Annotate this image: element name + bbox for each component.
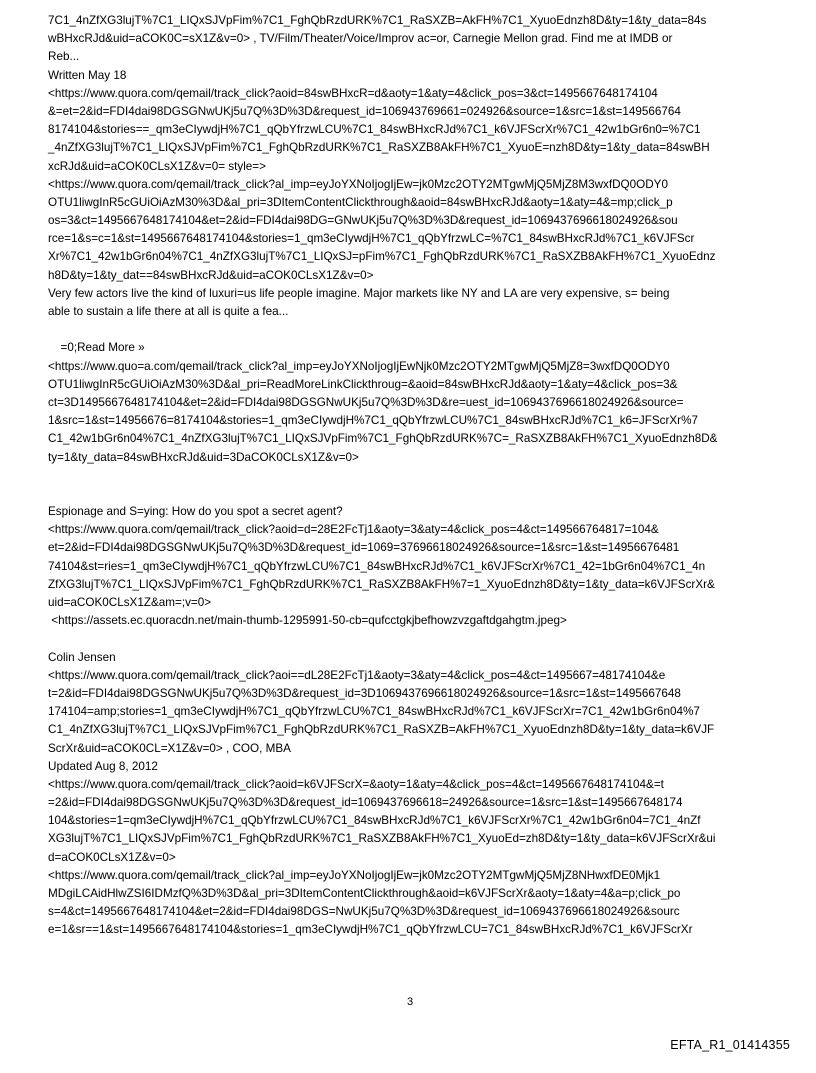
text-line: C1_42w1bGr6n04%7C1_4nZfXG3lujT%7C1_LIQxSJVpFim%7C1_FghQbRzdURK%7C=_RaSXZB8AkFH%7C1_XyuoEdnzh8D& <box>48 432 718 446</box>
spacer <box>48 485 774 503</box>
text-line: =0;Read More » <box>54 341 145 355</box>
text-line: _4nZfXG3lujT%7C1_LIQxSJVpFim%7C1_FghQbRzdURK%7C1_RaSXZB8AkFH%7C1_XyuoE=nzh8D&ty=1&ty_data=84swBH <box>48 141 710 155</box>
text-line: <https://www.quora.com/qemail/track_click?aoid=84swBHxcR=d&aoty=1&aty=4&click_pos=3&ct=1495667648174104 <box>48 86 658 100</box>
text-line: <https://www.quora.com/qemail/track_click?aoid=d=28E2FcTj1&aoty=3&aty=4&click_pos=4&ct=149566764817=104& <box>48 523 659 537</box>
text-line: <https://www.quo=a.com/qemail/track_click?al_imp=eyJoYXNoIjogIjEwNjk0Mzc2OTY2MTgwMjQ5MjZ8=3wxfDQ0ODY0 <box>48 359 670 373</box>
author-link-2 <box>48 667 774 758</box>
spacer <box>48 630 774 648</box>
question-title-2 <box>48 503 774 521</box>
text-line: 174104=amp;stories=1_qm3eCIywdjH%7C1_qQbYfrzwLCU%7C1_84swBHxcRJd%7C1_k6VJFScrXr=7C1_42w1bGr6n04%7 <box>48 705 700 719</box>
text-line: XG3lujT%7C1_LIQxSJVpFim%7C1_FghQbRzdURK%7C1_RaSXZB8AkFH%7C1_XyuoEd=zh8D&ty=1&ty_data=k6VJFScrXr&ui <box>48 832 716 846</box>
text-line: ct=3D1495667648174104&et=2&id=FDI4dai98DGSGNwUKj5u7Q%3D%3D&re=uest_id=1069437696618024926&source= <box>48 395 684 409</box>
text-line: 8174104&stories==_qm3eCIywdjH%7C1_qQbYfrzwLCU%7C1_84swBHxcRJd%7C1_k6VJFScrXr%7C1_42w1bGr6n0=%7C1 <box>48 123 701 137</box>
track-link-1 <box>48 85 774 176</box>
text-line: 104&stories=1=qm3eCIywdjH%7C1_qQbYfrzwLCU%7C1_84swBHxcRJd%7C1_k6VJFScrXr%7C1_42w1bGr6n04=7C1_4nZf <box>48 814 701 828</box>
text-line: OTU1liwgInR5cGUiOiAzM30%3D&al_pri=3DItemContentClickthrough&aoid=84swBHxcRJd&aoty=1&aty=4&=mp;click_p <box>48 195 673 209</box>
text-line: Updated Aug 8, 2012 <box>48 759 158 773</box>
text-line: os=3&ct=1495667648174104&et=2&id=FDI4dai98DG=GNwUKj5u7Q%3D%3D&request_id=1069437696618024926&sou <box>48 214 678 228</box>
track-link-2 <box>48 176 774 285</box>
document-body <box>48 12 774 940</box>
text-line: Reb... <box>48 50 80 64</box>
text-line: OTU1liwgInR5cGUiOiAzM30%3D&al_pri=ReadMoreLinkClickthroug=&aoid=84swBHxcRJd&aoty=1&aty=4&click_pos=3& <box>48 377 678 391</box>
written-date-1 <box>48 67 774 85</box>
text-line: h8D&ty=1&ty_dat==84swBHxcRJd&uid=aCOK0CLsX1Z&v=0> <box>48 268 374 282</box>
text-line: <https://www.quora.com/qemail/track_click?aoid=k6VJFScrX=&aoty=1&aty=4&click_pos=4&ct=1495667648174104&=t <box>48 777 664 791</box>
read-more-1 <box>48 339 774 357</box>
text-line: =2&id=FDI4dai98DGSGNwUKj5u7Q%3D%3D&request_id=1069437696618=24926&source=1&src=1&st=1495667648174 <box>48 796 683 810</box>
text-line: Written May 18 <box>48 68 127 82</box>
text-line: wBHxcRJd&uid=aCOK0C=sX1Z&v=0> , TV/Film/Theater/Voice/Improv ac=or, Carnegie Mellon grad. Find me at IMDB or <box>48 32 673 46</box>
text-line: e=1&sr==1&st=1495667648174104&stories=1_qm3eCIywdjH%7C1_qQbYfrzwLCU=7C1_84swBHxcRJd%7C1_k6VJFScrXr <box>48 923 693 937</box>
text-line: Very few actors live the kind of luxuri=us life people imagine. Major markets like NY and LA are very expensive, s= being <box>48 286 670 300</box>
text-line: 1&src=1&st=14956676=8174104&stories=1_qm3eCIywdjH%7C1_qQbYfrzwLCU%7C1_84swBHxcRJd%7C1_k6=JFScrXr%7 <box>48 414 698 428</box>
text-line: Espionage and S=ying: How do you spot a secret agent? <box>48 505 343 519</box>
text-line: rce=1&s=c=1&st=1495667648174104&stories=1_qm3eCIywdjH%7C1_qQbYfrzwLC=%7C1_84swBHxcRJd%7C1_k6VJFScr <box>48 232 695 246</box>
thumbnail-link-2 <box>48 612 774 630</box>
text-line: ZfXG3lujT%7C1_LIQxSJVpFim%7C1_FghQbRzdURK%7C1_RaSXZB8AkFH%7=1_XyuoEdnzh8D&ty=1&ty_data=k6VJFScrXr& <box>48 577 715 591</box>
text-line: <https://www.quora.com/qemail/track_click?al_imp=eyJoYXNoIjogIjEw=jk0Mzc2OTY2MTgwMjQ5MjZ8NHwxfDE0Mjk1 <box>48 868 661 882</box>
text-line: et=2&id=FDI4dai98DGSGNwUKj5u7Q%3D%3D&request_id=1069=37696618024926&source=1&src=1&st=14956676481 <box>48 541 680 555</box>
answer-snippet-1 <box>48 285 774 321</box>
author-name-2 <box>48 649 774 667</box>
spacer <box>48 321 774 339</box>
text-line: ScrXr&uid=aCOK0CL=X1Z&v=0> , COO, MBA <box>48 741 291 755</box>
text-line: t=2&id=FDI4dai98DGSGNwUKj5u7Q%3D%3D&request_id=3D1069437696618024926&source=1&src=1&st=1495667648 <box>48 686 681 700</box>
question-link-2 <box>48 521 774 612</box>
text-line: xcRJd&uid=aCOK0CLsX1Z&v=0= style=> <box>48 159 266 173</box>
text-line: &=et=2&id=FDI4dai98DGSGNwUKj5u7Q%3D%3D&request_id=106943769661=024926&source=1&src=1&st=149566764 <box>48 104 681 118</box>
text-line: able to sustain a life there at all is quite a fea... <box>48 305 289 318</box>
track-link-3 <box>48 776 774 867</box>
page-number: 3 <box>406 996 414 1008</box>
text-line: Xr%7C1_42w1bGr6n04%7C1_4nZfXG3lujT%7C1_LIQxSJ=pFim%7C1_FghQbRzdURK%7C1_RaSXZB8AkFH%7C1_XyuoEdnz <box>48 250 716 264</box>
spacer <box>48 467 774 485</box>
read-more-link-1 <box>48 358 774 467</box>
text-line: 74104&st=ries=1_qm3eCIywdjH%7C1_qQbYfrzwLCU%7C1_84swBHxcRJd%7C1_k6VJFScrXr%7C1_42=1bGr6n04%7C1_4n <box>48 559 706 573</box>
text-line: uid=aCOK0CLsX1Z&am=;v=0> <box>48 596 212 609</box>
updated-date-2 <box>48 758 774 776</box>
text-line: s=4&ct=1495667648174104&et=2&id=FDI4dai98DGS=NwUKj5u7Q%3D%3D&request_id=1069437696618024926&sourc <box>48 905 680 919</box>
text-line: <https://www.quora.com/qemail/track_click?al_imp=eyJoYXNoIjogIjEw=jk0Mzc2OTY2MTgwMjQ5MjZ8M3wxfDQ0ODY0 <box>48 177 668 191</box>
track-link-4 <box>48 867 774 940</box>
text-line: Colin Jensen <box>48 650 116 664</box>
text-line: MDgiLCAidHlwZSI6IDMzfQ%3D%3D&al_pri=3DItemContentClickthrough&aoid=k6VJFScrXr&aoty=1&aty=4&a=p;click_po <box>48 887 681 900</box>
text-line: <https://www.quora.com/qemail/track_click?aoi==dL28E2FcTj1&aoty=3&aty=4&click_pos=4&ct=1495667=48174104&e <box>48 668 666 682</box>
text-line: d=aCOK0CLsX1Z&v=0> <box>48 850 176 864</box>
text-line: C1_4nZfXG3lujT%7C1_LIQxSJVpFim%7C1_FghQbRzdURK%7C1_RaSXZB=AkFH%7C1_XyuoEdnzh8D&ty=1&ty_data=k6VJF <box>48 723 715 737</box>
text-line: <https://assets.ec.quoracdn.net/main-thumb-1295991-50-cb=qufcctgkjbefhowzvzgaftdgahgtm.jpeg> <box>48 614 567 628</box>
bates-number: EFTA_R1_01414355 <box>670 1038 790 1052</box>
text-line: 7C1_4nZfXG3lujT%7C1_LIQxSJVpFim%7C1_FghQbRzdURK%7C1_RaSXZB=AkFH%7C1_XyuoEdnzh8D&ty=1&ty_data=84s <box>48 14 707 27</box>
author-1-link-end <box>48 12 774 67</box>
text-line: ty=1&ty_data=84swBHxcRJd&uid=3DaCOK0CLsX1Z&v=0> <box>48 450 359 464</box>
